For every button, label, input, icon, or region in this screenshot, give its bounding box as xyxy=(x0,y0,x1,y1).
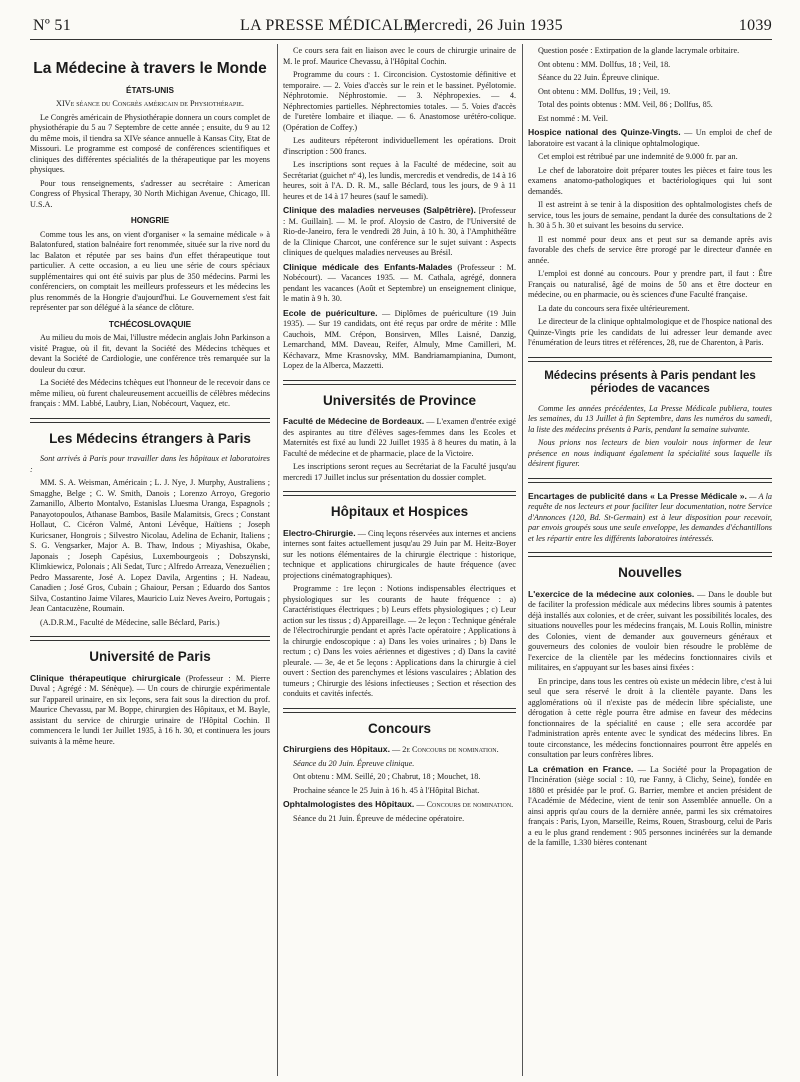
section-title-concours: Concours xyxy=(367,720,431,736)
foreign-list: MM. S. A. Weisman, Américain ; L. J. Nye, J. Murphy, Australiens ; Smagghe, Belge ; C. W. Smith, Danois ; Lorenzo Arroyo, Gregorio Zamanillo, Alberto Montalvo, Estanislas Lluesma Uranga, Espagnols ; Panayotopoulos, Athanase Bambos, Basile Malamitsis, Grecs ; Constant Hollaut, C. Cicéron Valmé, Antoni Lévêque, Haïtiens ; Joseph Kuricsaner, Hongrois ; Silvestro Nicolau, Adelina de Echanir, Italiens ; S. G. Vengsarker, Major A. B. Thaw, Indous ; Miyashisa, Okabe, Japonais ; Joseph Capésius, Luxembourgeois ; Dobszynski, Klimkiewicz, Polonais ; Ali Sedat, Turc ; Alfredo Arreaza, Venezuélien ; Pedro Massarente, José A. Lopez Davila, Argentins ; H. Nadeau, Canadien ; José Gros, Cubain ; Ghaiour, Persan ; Eduardo dos Santos Silva, Costantino Jaime Vilares, Mauricio Luiz Neves Aveiro, Portugais ; Jean Cantacuzène, Roumain. xyxy=(30,478,270,614)
paragraph: Au milieu du mois de Mai, l'illustre médecin anglais John Parkinson a visité Prague, où il fit, devant la Société des Médecins tchèques et devant la Société de Cardiologie, une conférence très remarquée sur la douleur du cœur. xyxy=(30,333,270,374)
double-rule xyxy=(30,636,270,641)
paragraph: La Société des Médecins tchèques eut l'honneur de le recevoir dans ce même milieu, où furent chaleureusement accueillis de célèbres médecins français : MM. Labbé, Laubry, Lian, Nobécourt, Vaquez, etc. xyxy=(30,378,270,409)
paragraph: Ce cours sera fait en liaison avec le cours de chirurgie urinaire de M. le prof. Maurice Chevassu, à l'Hôpital Cochin. xyxy=(283,46,516,66)
chirurgiens-subtitle: — 2e Concours de nomination. xyxy=(392,745,499,755)
paragraph: Le directeur de la clinique ophtalmologique et de l'hospice national des Quinze-Vingts prie les candidats de lui adresser leur demande avec l'énumération de leurs titres et références, 28, rue de Charenton, à Paris. xyxy=(528,317,772,347)
journal-title: LA PRESSE MÉDICALE, xyxy=(240,17,418,34)
foreign-intro: Sont arrivés à Paris pour travailler dans les hôpitaux et laboratoires : xyxy=(30,454,270,474)
paragraph: Comme tous les ans, on vient d'organiser « la semaine médicale » à Balatonfured, station balnéaire fort renommée, située sur la rive nord du lac Balaton et réputée par ses bains d'un effet thérapeutique tout particulier. A cette occasion, a eu lieu une série de cours spéciaux supplémentaires qui ont été suivis par plus de 350 médecins. Parmi les conférenciers, on comptait les meilleurs professeurs et les médecins les plus renommés de la Hongrie d'aujourd'hui. Le Gouvernement s'est fait représenter par son délégué à la séance de clôture. xyxy=(30,229,270,313)
paragraph: Séance du 21 Juin. Épreuve de médecine opératoire. xyxy=(293,813,465,823)
subheading-puericulture: Ecole de puériculture. xyxy=(283,307,378,318)
double-rule xyxy=(528,552,772,557)
paragraph: Le chef de laboratoire doit préparer toutes les pièces et faire tous les examens anatomo-pathologiques et bactériologiques qui lui sont demandés. xyxy=(528,165,772,196)
paragraph: Il est nommé pour deux ans et peut sur sa demande après avis favorable des chefs de service être prorogé par le directeur d'année en année. xyxy=(528,234,772,265)
country-label-hongrie: HONGRIE xyxy=(130,216,170,226)
paragraph: Ont obtenu : MM. Dollfus, 19 ; Veil, 19. xyxy=(538,86,671,96)
paragraph: Ont obtenu : MM. Seillé, 20 ; Chabrut, 18 ; Mouchet, 18. xyxy=(293,772,481,782)
paragraph: [Professeur : M. Guillain]. — M. le prof. Aloysio de Castro, de l'Université de Rio-de-Janeiro, fera le vendredi 28 Juin, à 10 h. 30, à l'Amphithéâtre de la Clinique Charcot, une conférence sur le sujet suivant : Aspects cliniques de quelques maladies nerveuses au Brésil. xyxy=(283,206,516,257)
column-divider xyxy=(522,44,523,1076)
double-rule xyxy=(528,478,772,483)
subheading-maladies-nerveuses: Clinique des maladies nerveuses (Salpêtrière). xyxy=(283,205,476,215)
paragraph: Les inscriptions seront reçues au Secrétariat de la Faculté jusqu'au mercredi 17 Juillet inclus sur présentation du dossier complet. xyxy=(283,462,516,482)
paragraph: Question posée : Extirpation de la glande lacrymale orbitaire. xyxy=(538,46,740,55)
issue-date: Mercredi, 26 Juin 1935 xyxy=(407,17,563,34)
column-left xyxy=(30,46,270,1076)
paragraph: L'emploi est donné au concours. Pour y prendre part, il faut : Être Français ou naturalisé, âgé de moins de 50 ans et être docteur en médecine, ou en pharmacie, ou ès sciences d'une Faculté française. xyxy=(528,269,772,299)
double-rule xyxy=(283,491,516,496)
subheading-quinze-vingts: Hospice national des Quinze-Vingts. xyxy=(528,127,681,137)
paragraph: — A la requête de nos lecteurs et pour faciliter leur documentation, notre Service d'Annonces (120, Bd. St-Germain) est à leur disposition pour recevoir, par envois groupés sous une seule enveloppe, les demandes d'échantillons et les répartir entre les différents laboratoires intéressés. xyxy=(528,491,772,543)
subheading-clinique-therapeutique: Clinique thérapeutique chirurgicale xyxy=(30,672,181,683)
paragraph: Programme : 1re leçon : Notions indispensables électriques et physiologiques sur les courants de haute fréquence : a) Caractéristiques électriques ; b) Leurs effets physiologiques ; c) Leur action sur les tissus ; d) Appareillage. — 2e leçon : Technique générale de l'électrochirurgie pendant et après l'acte opératoire ; Applications à la chirurgie endoscopique : a) Dans les voies urinaires ; b) Dans le rectum ; c) Dans les voies aériennes et digestives ; d) Dans la cavité pleurale. — 3e, 4e et 5e leçons : Applications dans la chirurgie à ciel ouvert : Section des parenchymes et lésions vasculaires ; Ablation des tumeurs ; Chirurgie des lésions infectieuses ; Section et résection des conduits et cavités infectés. xyxy=(283,584,516,699)
paragraph: — La Société pour la Propagation de l'Incinération (siège social : 10, rue Fanny, à Clichy, Seine), fondée en 1880 et présidée par le prof. G. Barrier, membre et ancien président de l'Académie de Médecine, vient de tenir son Assemblée annuelle. On a ainsi appris qu'au cours de la dernière année, parmi les six crématoires français : Paris, Lyon, Marseille, Reims, Rouen, Strasbourg, celui de Paris a eu le plus grand rendement : 905 personnes incinérées sur la demande de la famille, 1.330 bières contenant xyxy=(528,764,772,848)
paragraph: Pour tous renseignements, s'adresser au secrétaire : American Congress of Physical Therapy, 30 North Michigan Avenue, Chicago, Ill. U.S.A. xyxy=(30,178,270,209)
double-rule xyxy=(283,708,516,713)
paragraph: Le Congrès américain de Physiothérapie donnera un cours complet de physiothérapie du 5 au 7 Septembre de cette année ; ensuite, du 9 au 12 du même mois, il tiendra sa XIVe séance annuelle à Kansas City, Etat de Missouri. Le programme est composé de conférences scientifiques et cliniques des différentes spécialités de la thérapeutique par les moyens physiques. xyxy=(30,112,270,175)
paragraph: Total des points obtenus : MM. Veil, 86 ; Dollfus, 85. xyxy=(538,100,713,109)
country-label-usa: ÉTATS-UNIS xyxy=(126,85,174,95)
subheading-faculte-bordeaux: Faculté de Médecine de Bordeaux. xyxy=(283,416,425,427)
foreign-source: (A.D.R.M., Faculté de Médecine, salle Béclard, Paris.) xyxy=(40,617,220,627)
paragraph: Les inscriptions sont reçues à la Faculté de médecine, soit au Secrétariat (guichet nº 4), les lundis, mercredis et vendredis, de 14 à 16 heures, soit à l'A. D. R. M., salle Béclard, tous les jours, de 9 à 11 heures et de 14 à 17 heures (sauf le samedi). xyxy=(283,160,516,201)
section-title-nouvelles: Nouvelles xyxy=(618,565,682,581)
subheading-chirurgiens-hopitaux: Chirurgiens des Hôpitaux. xyxy=(283,744,390,755)
paragraph: En principe, dans tous les centres où existe un médecin libre, c'est à lui seul que sera réservé le droit à la clientèle payante. Dans les agglomérations où il n'existe pas de médecin libre spécialiste, une dérogation à cette règle pourra être admise en faveur des médecins fonctionnaires de la spécialité en cause ; elle sera accordée par l'administration après entente avec le syndicat des médecins libres. En toute circonstance, les médecins fonctionnaires pourront être appelés en consultation par leurs confrères libres. xyxy=(528,676,772,760)
section-title-universite-paris: Université de Paris xyxy=(89,649,211,665)
double-rule xyxy=(528,357,772,362)
paragraph: La date du concours sera fixée ultérieurement. xyxy=(538,303,690,313)
paragraph: Comme les années précédentes, La Presse Médicale publiera, toutes les semaines, du 13 Juillet à fin Septembre, dans les numéros du samedi, la liste des médecins présents à Paris, pendant la semaine suivante. xyxy=(528,403,772,434)
paragraph: Prochaine séance le 25 Juin à 16 h. 45 à l'Hôpital Bichat. xyxy=(293,785,480,795)
paragraph: Ont obtenu : MM. Dollfus, 18 ; Veil, 18. xyxy=(538,59,671,69)
subheading-cremation: La crémation en France. xyxy=(528,763,634,774)
paragraph: Il est astreint à se tenir à la disposition des ophtalmologistes chefs de service, tous les jours de semaine, pendant la durée des consultations de 2 h. 30 à 5 h. 30 et suivant les besoins du service. xyxy=(528,200,772,230)
ophtalmologistes-subtitle: — Concours de nomination. xyxy=(416,800,514,810)
section-title-hopitaux-hospices: Hôpitaux et Hospices xyxy=(330,504,469,520)
paragraph: — Un emploi de chef de laboratoire est vacant à la clinique ophtalmologique. xyxy=(528,128,772,148)
issue-number: Nº 51 xyxy=(33,17,72,34)
country-label-tchecoslovaquie: TCHÉCOSLOVAQUIE xyxy=(108,319,192,329)
subheading-enfants-malades: Clinique médicale des Enfants-Malades xyxy=(283,261,453,272)
subheading-encartages: Encartages de publicité dans « La Presse Médicale ». xyxy=(528,490,747,501)
paragraph: — Diplômes de puériculture (19 Juin 1935). — Sur 19 candidats, ont été reçus par ordre de mérite : Mlle Cauchois, MM. Crépon, Bonsirven, Mlles Laisné, Danzig, Lemarchand, MM. Daveau, Reifer, Almuly, Mme Camilleri, M. Kéchavarz, Mme Krasnovsky, MM. Bandriamampianina, Dumont, Lopez de la Alberca, Mazzetti. xyxy=(283,308,516,370)
usa-subtitle: XIVe séance du Congrès américain de Physiothérapie. xyxy=(56,99,244,109)
paragraph: Est nommé : M. Veil. xyxy=(538,113,608,123)
paragraph: (Professeur : M. Nobécourt). — Vacances 1935. — M. Cathala, agrégé, donnera pendant les vacances (Août et Septembre) un enseignement clinique, le matin à 9 h. 30. xyxy=(283,262,516,303)
paragraph: Cet emploi est rétribué par une indemnité de 9.000 fr. par an. xyxy=(538,152,738,161)
subheading-medecine-colonies: L'exercice de la médecine aux colonies. xyxy=(528,588,695,599)
double-rule xyxy=(283,380,516,385)
paragraph: Séance du 20 Juin. Épreuve clinique. xyxy=(293,758,415,768)
page-number: 1039 xyxy=(738,17,772,34)
paragraph: — Cinq leçons réservées aux internes et anciens internes sont faites actuellement jusqu'au 29 Juin par M. Heitz-Boyer sur les notions élémentaires de la chirurgie électrique : historique, technique et applications chirurgicales de haute fréquence (avec projections cinématographiques). xyxy=(283,528,516,580)
section-title-medecins-vacances: Médecins présents à Paris pendant les périodes de vacances xyxy=(544,369,756,395)
subheading-electro-chirurgie: Electro-Chirurgie. xyxy=(283,527,356,538)
paragraph: — Dans le double but de faciliter la profession médicale aux médecins libres soumis à patentes déjà installés aux colonies, et de créer, suivant les possibilités locales, des situations nouvelles pour les médecins français, M. Louis Rollin, ministre des Colonies, vient de demander aux gouverneurs généraux et gouverneurs des colonies de vouloir bien résoudre le problème de l'exercice de la clientèle par les médecins fonctionnaires civils et militaires, en s'appuyant sur les bases ainsi fixées : xyxy=(528,589,772,673)
column-right xyxy=(528,46,772,1076)
section-title-universites-province: Universités de Province xyxy=(322,392,477,408)
paragraph: Programme du cours : 1. Circoncision. Cystostomie définitive et temporaire. — 2. Voies d'accès sur le rein et le bassinet. Pyélotomie. Néphrotomie. Néphrostomie. — 3. Néphropexies. — 4. Néphrectomies partielles. Néphrectomies totales. — 5. Voies d'accès de l'uretère lombaire et iliaque. — 6. Anastomose urétéro-colique. (Opération de Coffey.) xyxy=(283,70,516,132)
column-divider xyxy=(277,44,278,1076)
double-rule xyxy=(30,418,270,423)
paragraph: Séance du 22 Juin. Épreuve clinique. xyxy=(538,73,660,82)
section-title-medecins-etrangers: Les Médecins étrangers à Paris xyxy=(49,430,251,446)
paragraph: — L'examen d'entrée exigé des aspirantes au titre d'élèves sages-femmes dans les Ecoles et Maternités est fixé au lundi 22 Juillet 1935 à 8 heures du matin, à la Faculté de médecine et de pharmacie, place de la Victoire. xyxy=(283,417,516,458)
column-middle xyxy=(283,46,516,1076)
subheading-ophtalmologistes: Ophtalmologistes des Hôpitaux. xyxy=(283,799,415,810)
paragraph: (Professeur : M. Pierre Duval ; Agrégé : M. Sénèque). — Un cours de chirurgie expérimentale sur l'appareil urinaire, en six leçons, sera fait sous la direction du prof. Maurice Chevassu, par M. Boppe, chirurgien des Hôpitaux, et M. Bayle, assistant du service de chirurgie urinaire de l'Hôpital Cochin. Il commencera le lundi 1er Juillet 1935, à 16 h. 30, et continuera les jours suivants à la même heure. xyxy=(30,673,270,746)
section-title-medecine-monde: La Médecine à travers le Monde xyxy=(33,60,267,77)
page-header xyxy=(30,17,772,40)
paragraph: Nous prions nos lecteurs de bien vouloir nous informer de leur présence en nous indiquant également la spécialité sous laquelle ils désirent figurer. xyxy=(528,438,772,469)
paragraph: Les auditeurs répéteront individuellement les opérations. Droit d'inscription : 500 francs. xyxy=(283,136,516,156)
